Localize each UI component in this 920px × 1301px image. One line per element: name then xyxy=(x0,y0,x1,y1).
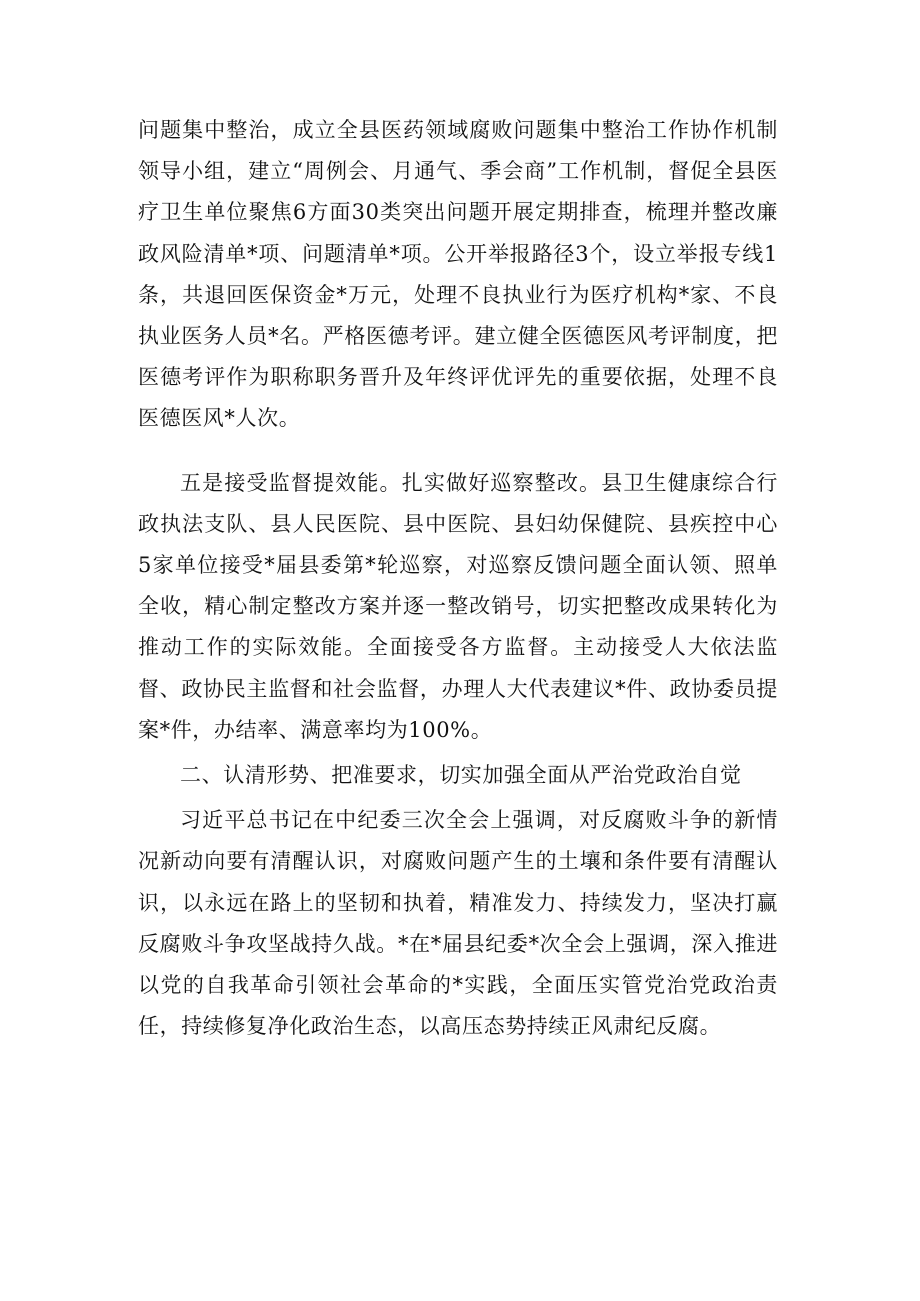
paragraph-continued: 问题集中整治，成立全县医药领域腐败问题集中整治工作协作机制领导小组，建立“周例会、月通气、季会商”工作机制，督促全县医疗卫生单位聚焦6方面30类突出问题开展定期排查，梳理并整改廉政风险清单*项、问题清单*项。公开举报路径3个，设立举报专线1条，共退回医保资金*万元，处理不良执业行为医疗机构*家、不良执业医务人员*名。严格医德考评。建立健全医德医风考评制度，把医德考评作为职称职务晋升及年终评优评先的重要依据，处理不良医德医风*人次。 xyxy=(138,118,778,431)
paragraph-speech: 习近平总书记在中纪委三次全会上强调，对反腐败斗争的新情况新动向要有清醒认识，对腐败问题产生的土壤和条件要有清醒认识，以永远在路上的坚韧和执着，精准发力、持续发力，坚决打赢反腐败斗争攻坚战持久战。*在*届县纪委*次全会上强调，深入推进以党的自我革命引领社会革命的*实践，全面压实管党治党政治责任，持续修复净化政治生态，以高压态势持续正风肃纪反腐。 xyxy=(138,808,778,1039)
section-heading: 二、认清形势、把准要求，切实加强全面从严治党政治自觉 xyxy=(180,763,742,788)
document-body xyxy=(138,110,778,1047)
paragraph-supervision: 五是接受监督提效能。扎实做好巡察整改。县卫生健康综合行政执法支队、县人民医院、县中医院、县妇幼保健院、县疾控中心5家单位接受*届县委第*轮巡察，对巡察反馈问题全面认领、照单全收，精心制定整改方案并逐一整改销号，切实把整改成果转化为推动工作的实际效能。全面接受各方监督。主动接受人大依法监督、政协民主监督和社会监督，办理人大代表建议*件、政协委员提案*件，办结率、满意率均为100%。 xyxy=(138,470,778,742)
